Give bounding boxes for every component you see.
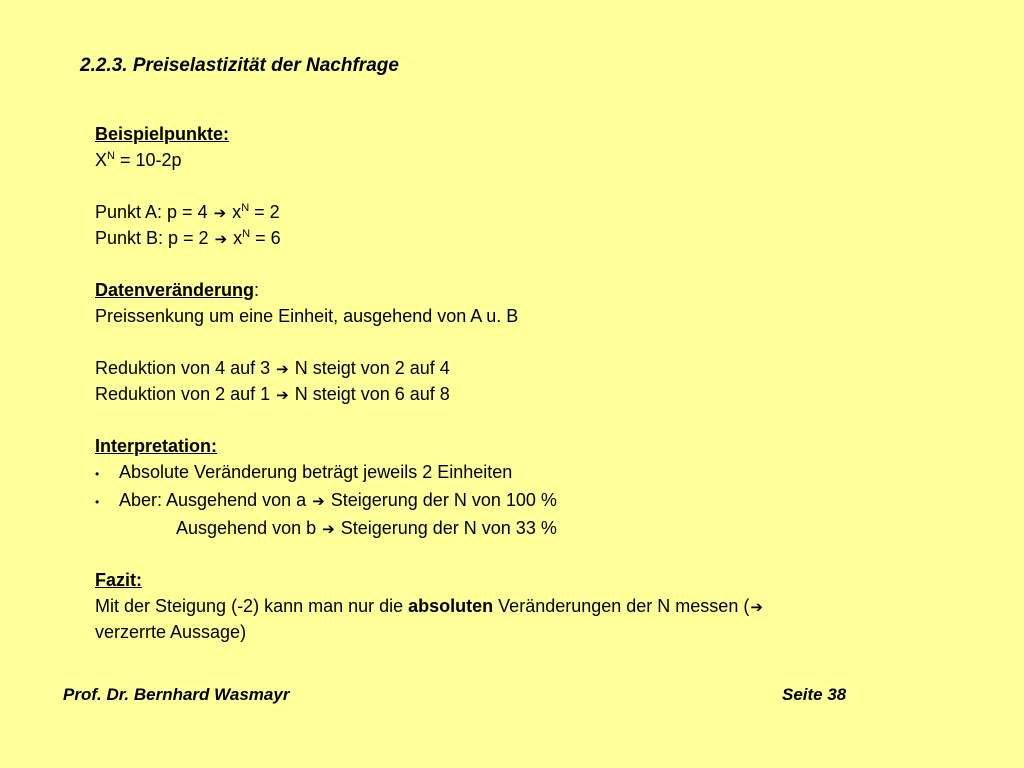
fazit-heading: Fazit:	[95, 570, 142, 590]
fazit-post: Veränderungen der N messen (	[493, 596, 750, 616]
daten-heading-line	[95, 277, 975, 303]
fazit-bold: absoluten	[408, 596, 494, 616]
fazit-line-1	[95, 593, 975, 619]
daten-colon: :	[254, 280, 260, 300]
bullet-icon: •	[95, 467, 100, 481]
bullet-text	[119, 487, 557, 514]
reduktion-2-post: N steigt von 6 auf 8	[289, 384, 450, 404]
beispiel-heading-line	[95, 121, 975, 147]
arrow-icon: ➔	[750, 598, 763, 616]
daten-line: Preissenkung um eine Einheit, ausgehend von A u. B	[95, 306, 519, 326]
demand-equation	[95, 147, 975, 173]
equation-base: X	[95, 150, 108, 170]
fazit-heading-line	[95, 567, 975, 593]
punkt-b-sup: N	[242, 228, 251, 240]
bullet-2-post: Steigerung der N von 100 %	[325, 490, 557, 510]
punkt-b-text: Punkt B: p = 2	[95, 228, 214, 248]
arrow-icon: ➔	[322, 520, 335, 538]
punkt-b-var: x	[228, 228, 243, 248]
reduktion-1-post: N steigt von 2 auf 4	[289, 358, 450, 378]
bullet-2-pre: Aber: Ausgehend von a	[119, 490, 312, 510]
fazit-pre: Mit der Steigung (-2) kann man nur die	[95, 596, 409, 616]
punkt-b-value: = 6	[250, 228, 281, 248]
beispiel-heading: Beispielpunkte:	[95, 124, 230, 144]
daten-heading: Datenveränderung	[95, 280, 255, 300]
list-item	[95, 459, 975, 487]
reduktion-2-pre: Reduktion von 2 auf 1	[95, 384, 276, 404]
footer-author: Prof. Dr. Bernhard Wasmayr	[63, 685, 290, 704]
reduktion-1-pre: Reduktion von 4 auf 3	[95, 358, 276, 378]
footer-page-number: Seite 38	[782, 685, 847, 704]
list-item	[95, 487, 975, 515]
equation-sup: N	[107, 150, 115, 162]
reduktion-2	[95, 381, 975, 407]
punkt-b-line	[95, 225, 975, 251]
arrow-icon: ➔	[312, 492, 325, 510]
equation-rest: = 10-2p	[114, 150, 182, 170]
slide-content	[95, 121, 975, 645]
arrow-icon: ➔	[214, 230, 228, 248]
punkt-a-value: = 2	[249, 202, 280, 222]
indent-line	[95, 515, 975, 541]
arrow-icon: ➔	[276, 386, 289, 404]
punkt-a-line	[95, 199, 975, 225]
interpretation-heading: Interpretation:	[95, 436, 218, 456]
interpretation-heading-line	[95, 433, 975, 459]
bullet-icon: •	[95, 495, 100, 509]
fazit-line-2: verzerrte Aussage)	[95, 622, 247, 642]
punkt-a-var: x	[227, 202, 242, 222]
punkt-a-sup: N	[241, 202, 250, 214]
reduktion-1	[95, 355, 975, 381]
indent-post: Steigerung der N von 33 %	[335, 518, 557, 538]
arrow-icon: ➔	[213, 204, 227, 222]
arrow-icon: ➔	[276, 360, 289, 378]
indent-pre: Ausgehend von b	[176, 518, 322, 538]
punkt-a-text: Punkt A: p = 4	[95, 202, 213, 222]
section-title: 2.2.3. Preiselastizität der Nachfrage	[80, 55, 399, 76]
bullet-text: Absolute Veränderung beträgt jeweils 2 Einheiten	[119, 462, 513, 482]
